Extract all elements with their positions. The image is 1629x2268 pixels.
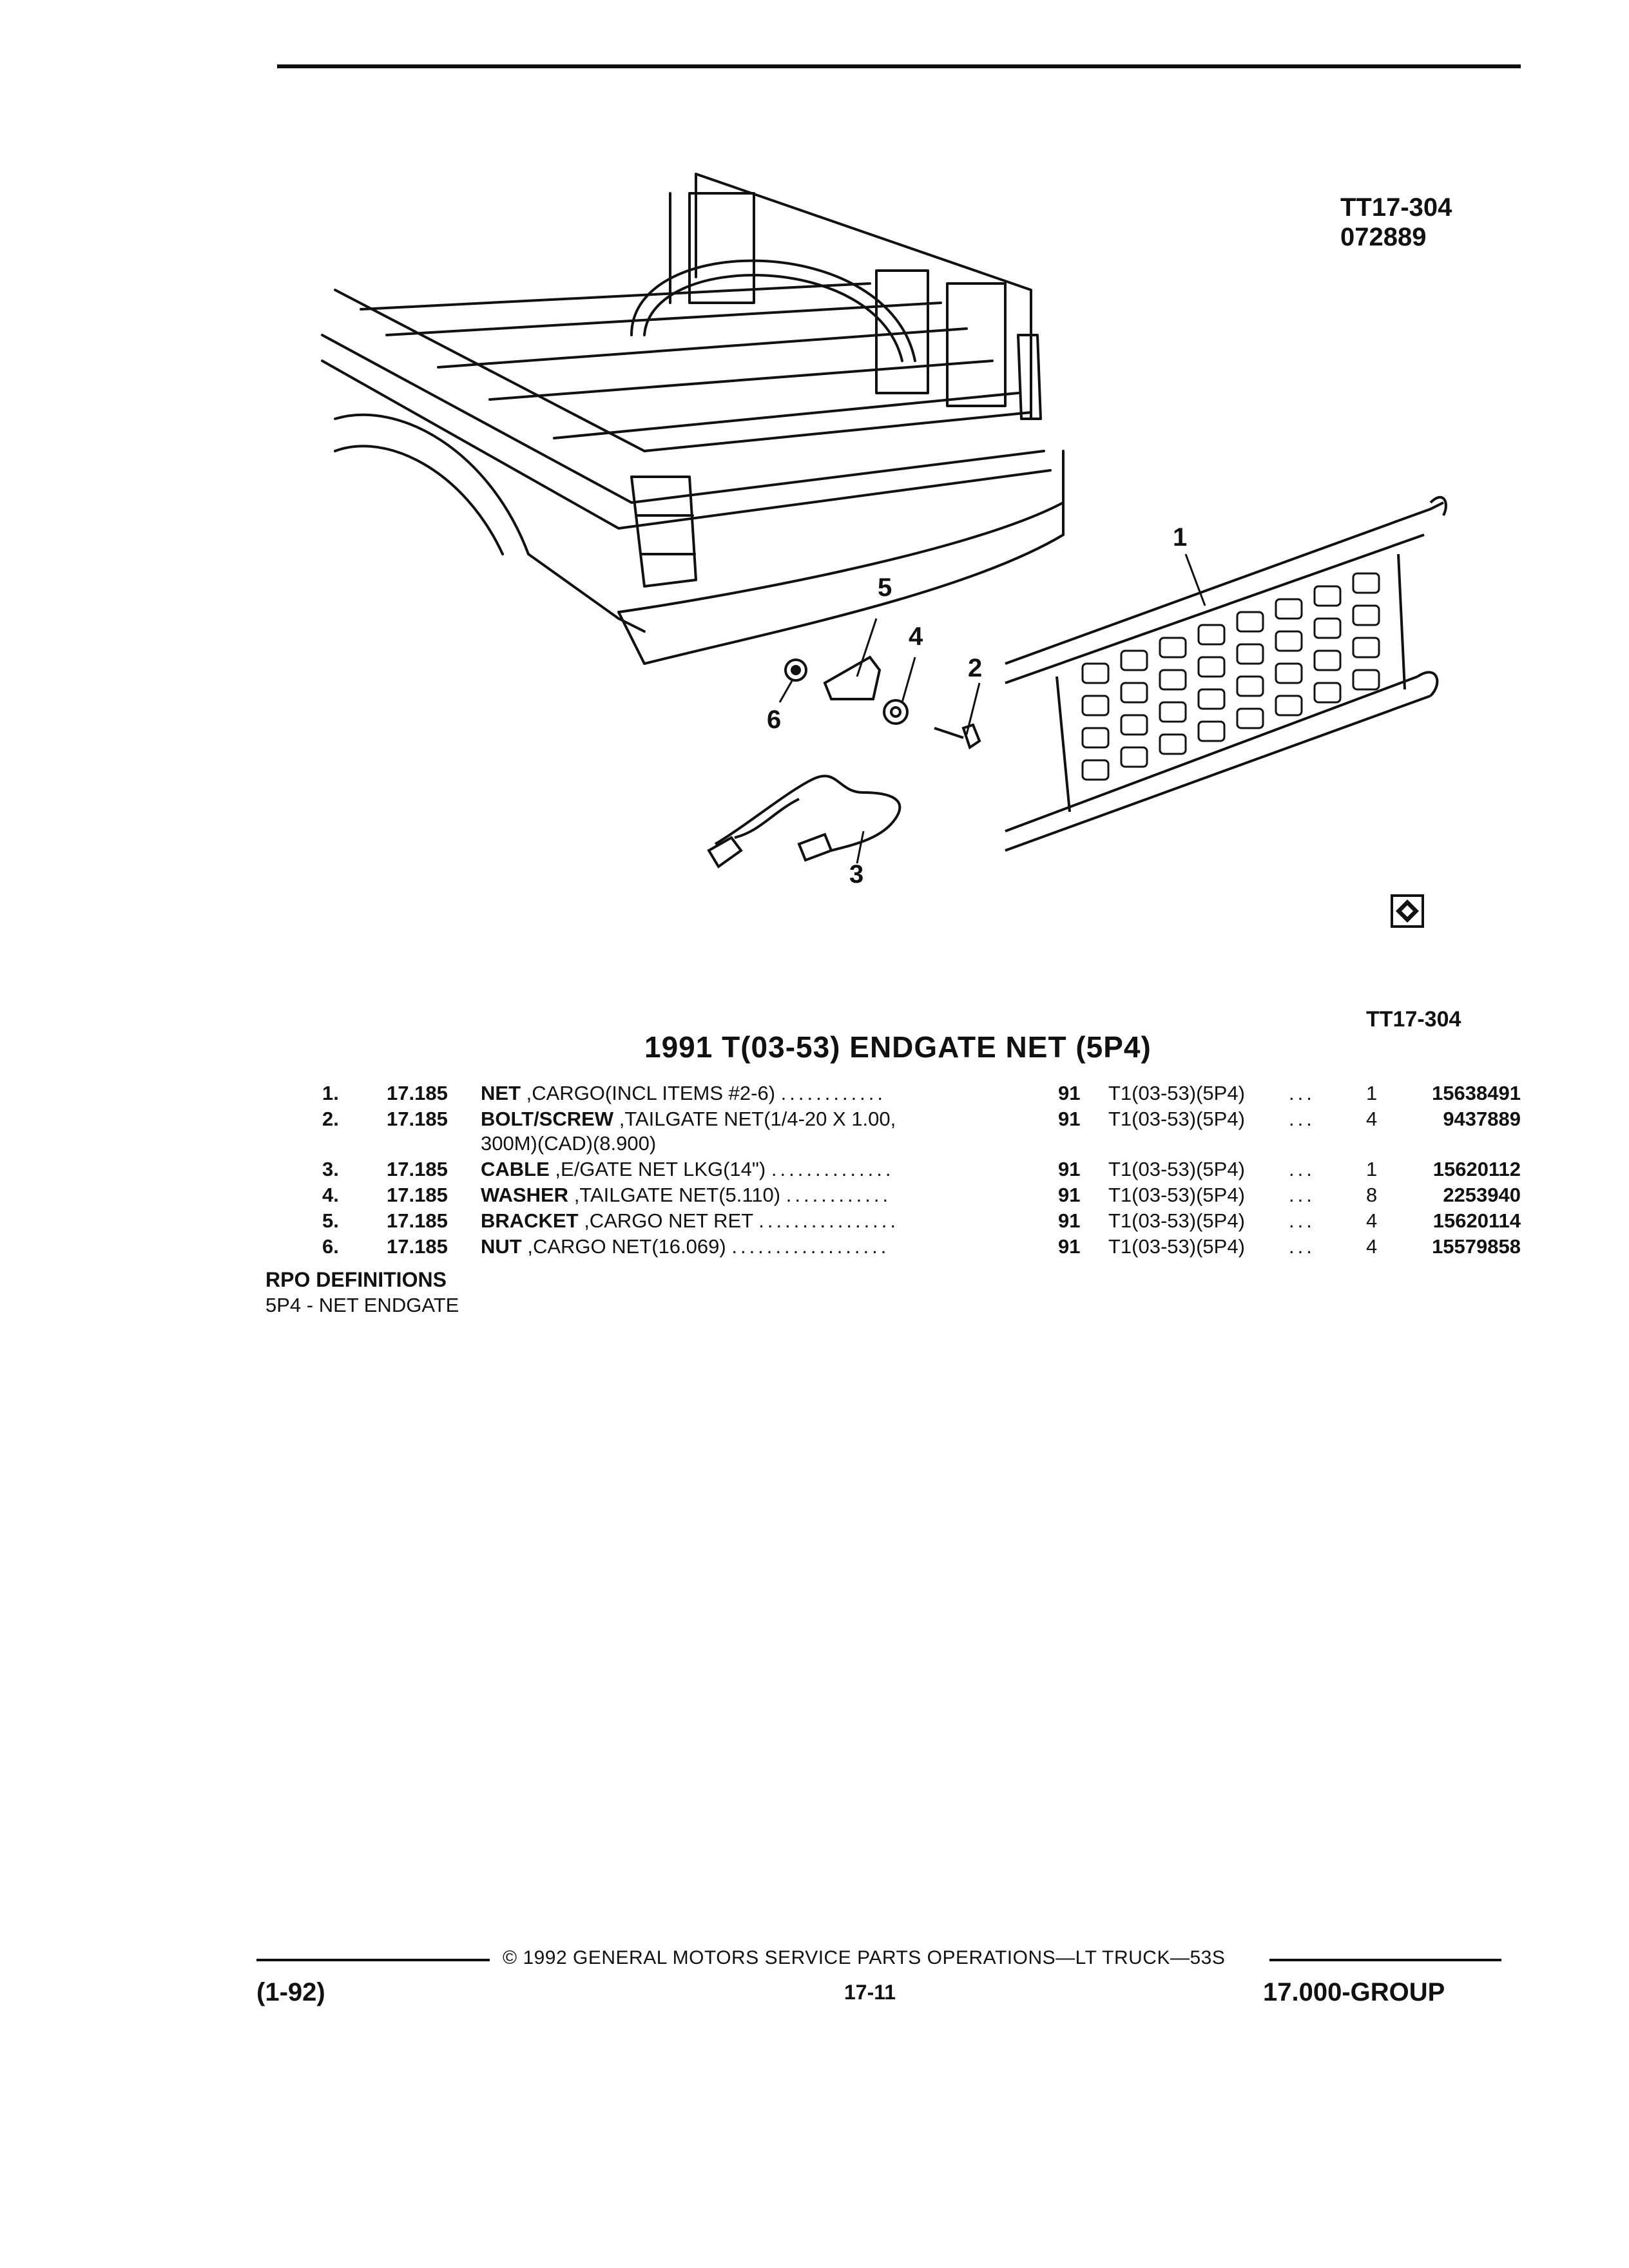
leader-dots: ... bbox=[1289, 1108, 1315, 1130]
leader-dots: ................ bbox=[758, 1209, 900, 1232]
part-name: BRACKET bbox=[481, 1209, 579, 1232]
part-name: WASHER bbox=[481, 1184, 569, 1206]
footer-rule-right bbox=[1269, 1959, 1501, 1961]
leader-dots: .................. bbox=[731, 1235, 890, 1258]
bracket-part-5 bbox=[825, 657, 880, 699]
callout-4: 4 bbox=[909, 622, 923, 651]
section-title: 1991 T(03-53) ENDGATE NET (5P4) bbox=[644, 1030, 1152, 1064]
parts-row bbox=[322, 1107, 1534, 1157]
quantity: 4 bbox=[1366, 1209, 1378, 1232]
part-detail: ,TAILGATE NET(5.110) bbox=[574, 1184, 781, 1206]
item-number: 4. bbox=[322, 1184, 339, 1206]
group-number: 17.185 bbox=[387, 1158, 448, 1180]
item-number: 1. bbox=[322, 1082, 339, 1104]
washer-part-4 bbox=[884, 700, 907, 724]
part-name: BOLT/SCREW bbox=[481, 1108, 614, 1130]
page-number: 17-11 bbox=[844, 1981, 896, 2004]
item-number: 2. bbox=[322, 1108, 339, 1130]
callout-leaders bbox=[780, 554, 1205, 863]
leader-dots: ............ bbox=[780, 1082, 887, 1104]
part-description bbox=[481, 1107, 983, 1156]
leader-dots: ... bbox=[1289, 1158, 1315, 1180]
item-number: 5. bbox=[322, 1209, 339, 1232]
chevrolet-bowtie-icon bbox=[1392, 896, 1423, 927]
part-detail: ,TAILGATE NET(1/4-20 X 1.00, bbox=[619, 1108, 896, 1130]
model-year: 91 bbox=[1058, 1082, 1081, 1104]
group-number: 17.185 bbox=[387, 1082, 448, 1104]
figure-ref: TT17-304 bbox=[1366, 1007, 1461, 1032]
model-year: 91 bbox=[1058, 1209, 1081, 1232]
cable-part-3 bbox=[715, 776, 900, 850]
model-year: 91 bbox=[1058, 1235, 1081, 1258]
callout-6: 6 bbox=[767, 706, 782, 734]
hardware-drawing bbox=[709, 657, 979, 867]
parts-illustration bbox=[0, 0, 1629, 1005]
part-number: 2253940 bbox=[1443, 1184, 1521, 1206]
figure-code: TT17-304 bbox=[1340, 193, 1452, 222]
rpo-definition: 5P4 - NET ENDGATE bbox=[265, 1294, 459, 1316]
parts-row bbox=[322, 1157, 1534, 1183]
part-detail: ,CARGO NET RET bbox=[584, 1209, 753, 1232]
leader-dots: .............. bbox=[771, 1158, 894, 1180]
callout-2: 2 bbox=[968, 654, 983, 682]
callout-3: 3 bbox=[849, 860, 864, 889]
quantity: 8 bbox=[1366, 1184, 1378, 1206]
callout-5: 5 bbox=[878, 573, 892, 602]
part-name: NUT bbox=[481, 1235, 522, 1258]
model-code: T1(03-53)(5P4) bbox=[1108, 1184, 1245, 1206]
part-description bbox=[481, 1081, 983, 1106]
parts-row bbox=[322, 1183, 1534, 1209]
footer-copyright: © 1992 GENERAL MOTORS SERVICE PARTS OPERATIONS—LT TRUCK—53S bbox=[503, 1947, 1226, 1968]
model-code: T1(03-53)(5P4) bbox=[1108, 1158, 1245, 1180]
parts-row bbox=[322, 1081, 1534, 1107]
item-number: 3. bbox=[322, 1158, 339, 1180]
leader-dots: ... bbox=[1289, 1184, 1315, 1206]
group-number: 17.185 bbox=[387, 1209, 448, 1232]
model-year: 91 bbox=[1058, 1108, 1081, 1130]
leader-dots: ... bbox=[1289, 1209, 1315, 1232]
part-detail-continued: 300M)(CAD)(8.900) bbox=[481, 1132, 657, 1155]
group-number: 17.185 bbox=[387, 1184, 448, 1206]
part-description bbox=[481, 1183, 983, 1207]
group-number: 17.185 bbox=[387, 1235, 448, 1258]
leader-dots: ... bbox=[1289, 1235, 1315, 1258]
parts-list bbox=[322, 1081, 1534, 1260]
quantity: 1 bbox=[1366, 1082, 1378, 1104]
model-code: T1(03-53)(5P4) bbox=[1108, 1082, 1245, 1104]
model-year: 91 bbox=[1058, 1184, 1081, 1206]
quantity: 4 bbox=[1366, 1235, 1378, 1258]
part-description bbox=[481, 1235, 983, 1259]
model-code: T1(03-53)(5P4) bbox=[1108, 1235, 1245, 1258]
leader-dots: ............ bbox=[786, 1184, 892, 1206]
group-number: 17.185 bbox=[387, 1108, 448, 1130]
part-name: NET bbox=[481, 1082, 521, 1104]
item-number: 6. bbox=[322, 1235, 339, 1258]
part-name: CABLE bbox=[481, 1158, 550, 1180]
group-label: 17.000-GROUP bbox=[1263, 1978, 1445, 2006]
part-number: 15638491 bbox=[1432, 1082, 1521, 1104]
model-code: T1(03-53)(5P4) bbox=[1108, 1209, 1245, 1232]
part-description bbox=[481, 1157, 983, 1182]
parts-row bbox=[322, 1235, 1534, 1260]
quantity: 1 bbox=[1366, 1158, 1378, 1180]
part-detail: ,CARGO(INCL ITEMS #2-6) bbox=[526, 1082, 776, 1104]
leader-dots: ... bbox=[1289, 1082, 1315, 1104]
parts-row bbox=[322, 1209, 1534, 1235]
part-description bbox=[481, 1209, 983, 1233]
part-detail: ,E/GATE NET LKG(14") bbox=[555, 1158, 766, 1180]
part-detail: ,CARGO NET(16.069) bbox=[527, 1235, 726, 1258]
part-number: 15620114 bbox=[1432, 1209, 1521, 1232]
footer-rule-left bbox=[256, 1959, 490, 1961]
cargo-net-drawing bbox=[1005, 497, 1446, 850]
part-number: 15620112 bbox=[1432, 1158, 1521, 1180]
truck-bed-drawing bbox=[322, 174, 1063, 664]
rpo-heading: RPO DEFINITIONS bbox=[265, 1268, 447, 1291]
figure-date: 072889 bbox=[1340, 223, 1427, 251]
quantity: 4 bbox=[1366, 1108, 1378, 1130]
bolt-part-2 bbox=[934, 725, 979, 747]
part-number: 9437889 bbox=[1443, 1108, 1521, 1130]
model-year: 91 bbox=[1058, 1158, 1081, 1180]
part-number: 15579858 bbox=[1432, 1235, 1521, 1258]
revision-date: (1-92) bbox=[256, 1978, 325, 2006]
callout-1: 1 bbox=[1173, 523, 1188, 552]
model-code: T1(03-53)(5P4) bbox=[1108, 1108, 1245, 1130]
